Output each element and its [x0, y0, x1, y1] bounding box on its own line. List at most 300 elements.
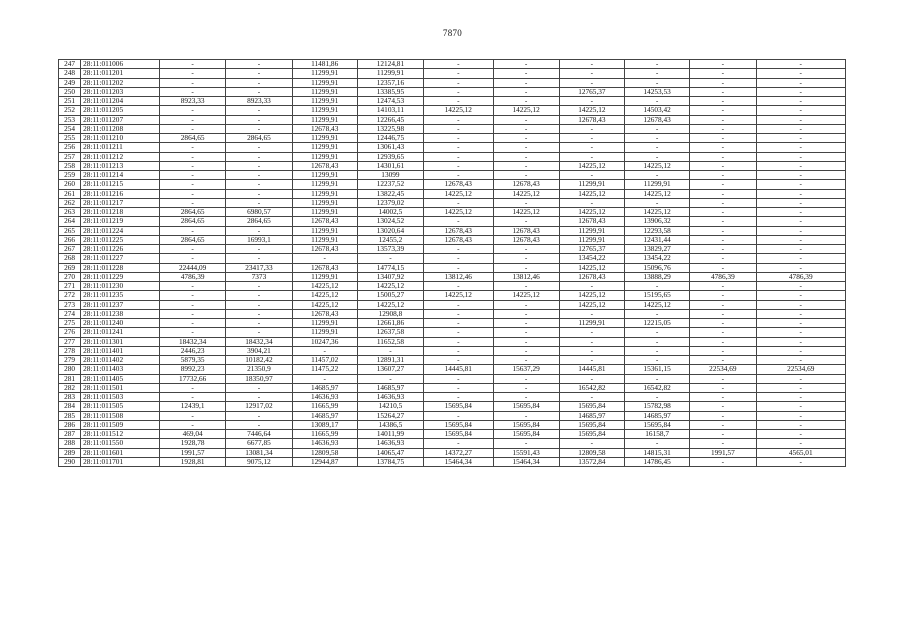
value-cell: 14225,12 [559, 189, 624, 198]
value-cell: 14011,99 [357, 430, 423, 439]
value-cell: 12908,8 [357, 309, 423, 318]
value-cell: - [226, 300, 292, 309]
row-number-cell: 264 [59, 217, 81, 226]
value-cell: 15695,84 [424, 420, 493, 429]
value-cell: - [756, 383, 846, 392]
value-cell: 11299,91 [559, 180, 624, 189]
cadastral-number-cell: 28:11:011241 [81, 328, 160, 337]
value-cell: - [756, 217, 846, 226]
value-cell: 12678,43 [625, 115, 690, 124]
value-cell: 8923,33 [160, 97, 226, 106]
value-cell: - [226, 106, 292, 115]
value-cell: 13454,22 [559, 254, 624, 263]
value-cell: 14636,93 [357, 393, 423, 402]
value-cell: - [690, 439, 756, 448]
row-number-cell: 278 [59, 346, 81, 355]
value-cell: 14225,12 [493, 208, 559, 217]
value-cell: - [756, 282, 846, 291]
value-cell: - [226, 78, 292, 87]
value-cell: - [424, 309, 493, 318]
row-number-cell: 269 [59, 263, 81, 272]
cadastral-number-cell: 28:11:011227 [81, 254, 160, 263]
row-number-cell: 288 [59, 439, 81, 448]
value-cell: 1991,57 [160, 448, 226, 457]
table-row [59, 217, 846, 226]
value-cell: 14372,27 [424, 448, 493, 457]
value-cell: - [690, 161, 756, 170]
value-cell: - [226, 291, 292, 300]
value-cell: 16542,82 [625, 383, 690, 392]
value-cell: - [559, 309, 624, 318]
value-cell: - [625, 124, 690, 133]
value-cell: 14225,12 [625, 161, 690, 170]
value-cell: - [160, 245, 226, 254]
row-number-cell: 272 [59, 291, 81, 300]
row-number-cell: 266 [59, 235, 81, 244]
value-cell: - [160, 180, 226, 189]
value-cell: - [690, 198, 756, 207]
value-cell: - [160, 143, 226, 152]
cadastral-number-cell: 28:11:011503 [81, 393, 160, 402]
value-cell: 15464,34 [424, 457, 493, 466]
value-cell: 14002,5 [357, 208, 423, 217]
value-cell: 15695,84 [424, 402, 493, 411]
value-cell: 12678,43 [292, 161, 357, 170]
value-cell: - [226, 319, 292, 328]
cadastral-number-cell: 28:11:011205 [81, 106, 160, 115]
value-cell: 13407,92 [357, 272, 423, 281]
row-number-cell: 271 [59, 282, 81, 291]
value-cell: - [756, 420, 846, 429]
value-cell: - [690, 291, 756, 300]
table-row [59, 319, 846, 328]
cadastral-number-cell: 28:11:011210 [81, 134, 160, 143]
value-cell: 8923,33 [226, 97, 292, 106]
value-cell: - [226, 60, 292, 69]
value-cell: - [756, 208, 846, 217]
value-cell: - [690, 356, 756, 365]
value-cell: - [559, 124, 624, 133]
value-cell: 14685,97 [292, 383, 357, 392]
value-cell: - [424, 411, 493, 420]
value-cell: - [690, 420, 756, 429]
value-cell: 12439,1 [160, 402, 226, 411]
value-cell: - [424, 124, 493, 133]
value-cell: - [493, 319, 559, 328]
value-cell: - [424, 134, 493, 143]
value-cell: 13829,27 [625, 245, 690, 254]
value-cell: - [756, 439, 846, 448]
value-cell: 11299,91 [292, 272, 357, 281]
value-cell: 13812,46 [424, 272, 493, 281]
value-cell: 14225,12 [424, 208, 493, 217]
value-cell: - [357, 254, 423, 263]
row-number-cell: 258 [59, 161, 81, 170]
value-cell: 13020,64 [357, 226, 423, 235]
value-cell: - [424, 171, 493, 180]
table-row [59, 420, 846, 429]
value-cell: 15695,84 [493, 420, 559, 429]
value-cell: - [756, 87, 846, 96]
value-cell: 11475,22 [292, 365, 357, 374]
table-row [59, 402, 846, 411]
table-row [59, 161, 846, 170]
value-cell: - [756, 226, 846, 235]
value-cell: - [690, 97, 756, 106]
value-cell: - [226, 245, 292, 254]
table-row [59, 263, 846, 272]
value-cell: 15591,43 [493, 448, 559, 457]
value-cell: 11299,91 [292, 87, 357, 96]
cadastral-number-cell: 28:11:011501 [81, 383, 160, 392]
value-cell: - [625, 171, 690, 180]
value-cell: - [690, 263, 756, 272]
value-cell: 15695,84 [424, 430, 493, 439]
value-cell: 12678,43 [292, 309, 357, 318]
value-cell: - [690, 300, 756, 309]
value-cell: - [226, 254, 292, 263]
value-cell: - [756, 180, 846, 189]
value-cell: 15695,84 [559, 402, 624, 411]
value-cell: 14301,61 [357, 161, 423, 170]
value-cell: 13089,17 [292, 420, 357, 429]
table-row [59, 134, 846, 143]
value-cell: 14225,12 [559, 263, 624, 272]
value-cell: - [424, 198, 493, 207]
value-cell: - [493, 171, 559, 180]
value-cell: 11299,91 [357, 69, 423, 78]
value-cell: - [756, 337, 846, 346]
table-row [59, 69, 846, 78]
cadastral-number-cell: 28:11:011208 [81, 124, 160, 133]
value-cell: - [424, 78, 493, 87]
value-cell: 16542,82 [559, 383, 624, 392]
value-cell: 12765,37 [559, 87, 624, 96]
value-cell: 11299,91 [292, 78, 357, 87]
value-cell: 1928,78 [160, 439, 226, 448]
value-cell: - [160, 60, 226, 69]
value-cell: 14225,12 [292, 300, 357, 309]
value-cell: 14503,42 [625, 106, 690, 115]
value-cell: - [690, 282, 756, 291]
value-cell: 15361,15 [625, 365, 690, 374]
value-cell: 2864,65 [160, 235, 226, 244]
value-cell: - [292, 346, 357, 355]
value-cell: - [160, 328, 226, 337]
table-row [59, 78, 846, 87]
table-row [59, 439, 846, 448]
value-cell: - [160, 189, 226, 198]
row-number-cell: 248 [59, 69, 81, 78]
value-cell: - [625, 337, 690, 346]
data-table [58, 59, 846, 467]
value-cell: 15695,84 [493, 402, 559, 411]
value-cell: - [559, 337, 624, 346]
value-cell: - [493, 143, 559, 152]
value-cell: - [493, 439, 559, 448]
value-cell: - [493, 282, 559, 291]
value-cell: - [160, 161, 226, 170]
value-cell: - [226, 383, 292, 392]
value-cell: - [559, 152, 624, 161]
table-row [59, 143, 846, 152]
row-number-cell: 276 [59, 328, 81, 337]
value-cell: - [424, 346, 493, 355]
value-cell: - [625, 198, 690, 207]
value-cell: - [493, 115, 559, 124]
value-cell: 11299,91 [292, 69, 357, 78]
value-cell: 10182,42 [226, 356, 292, 365]
value-cell: 13454,22 [625, 254, 690, 263]
value-cell: 15005,27 [357, 291, 423, 300]
value-cell: 11299,91 [292, 97, 357, 106]
value-cell: - [690, 383, 756, 392]
value-cell: - [690, 411, 756, 420]
value-cell: 11665,99 [292, 430, 357, 439]
value-cell: - [424, 97, 493, 106]
value-cell: - [424, 69, 493, 78]
value-cell: 13812,46 [493, 272, 559, 281]
cadastral-number-cell: 28:11:011203 [81, 87, 160, 96]
value-cell: - [424, 245, 493, 254]
row-number-cell: 257 [59, 152, 81, 161]
value-cell: - [690, 180, 756, 189]
value-cell: - [493, 254, 559, 263]
value-cell: - [493, 152, 559, 161]
cadastral-number-cell: 28:11:011216 [81, 189, 160, 198]
value-cell: - [226, 161, 292, 170]
value-cell: 15782,98 [625, 402, 690, 411]
value-cell: 11299,91 [292, 106, 357, 115]
value-cell: - [690, 328, 756, 337]
value-cell: - [559, 282, 624, 291]
value-cell: 11299,91 [559, 235, 624, 244]
cadastral-number-cell: 28:11:011212 [81, 152, 160, 161]
value-cell: - [625, 152, 690, 161]
cadastral-number-cell: 28:11:011512 [81, 430, 160, 439]
cadastral-number-cell: 28:11:011403 [81, 365, 160, 374]
value-cell: 22534,69 [756, 365, 846, 374]
value-cell: - [625, 374, 690, 383]
value-cell: - [493, 134, 559, 143]
row-number-cell: 270 [59, 272, 81, 281]
value-cell: 12678,43 [424, 235, 493, 244]
value-cell: 13572,84 [559, 457, 624, 466]
value-cell: - [625, 393, 690, 402]
value-cell: 11299,91 [292, 134, 357, 143]
value-cell: 14225,12 [559, 300, 624, 309]
value-cell: 12678,43 [292, 245, 357, 254]
row-number-cell: 255 [59, 134, 81, 143]
value-cell: 15096,76 [625, 263, 690, 272]
value-cell: - [756, 134, 846, 143]
value-cell: - [690, 87, 756, 96]
value-cell: 13573,39 [357, 245, 423, 254]
value-cell: - [756, 106, 846, 115]
value-cell: 12678,43 [292, 124, 357, 133]
value-cell: 14225,12 [424, 291, 493, 300]
value-cell: 12678,43 [424, 226, 493, 235]
value-cell: 13225,98 [357, 124, 423, 133]
value-cell: 12939,65 [357, 152, 423, 161]
value-cell: - [756, 198, 846, 207]
table-row [59, 365, 846, 374]
table-row [59, 124, 846, 133]
value-cell: 15695,84 [625, 420, 690, 429]
value-cell: 13906,32 [625, 217, 690, 226]
value-cell: 14103,11 [357, 106, 423, 115]
value-cell: - [424, 161, 493, 170]
value-cell: - [559, 60, 624, 69]
value-cell: 14815,31 [625, 448, 690, 457]
value-cell: - [424, 282, 493, 291]
value-cell: 12678,43 [559, 115, 624, 124]
table-row [59, 282, 846, 291]
value-cell: - [424, 60, 493, 69]
value-cell: - [756, 143, 846, 152]
row-number-cell: 263 [59, 208, 81, 217]
value-cell: - [292, 254, 357, 263]
value-cell: 12474,53 [357, 97, 423, 106]
value-cell: 4786,39 [690, 272, 756, 281]
value-cell: 12917,02 [226, 402, 292, 411]
cadastral-number-cell: 28:11:011218 [81, 208, 160, 217]
value-cell: 11299,91 [292, 143, 357, 152]
value-cell: - [226, 87, 292, 96]
table-row [59, 189, 846, 198]
row-number-cell: 275 [59, 319, 81, 328]
cadastral-number-cell: 28:11:011235 [81, 291, 160, 300]
value-cell: - [559, 143, 624, 152]
value-cell: 12455,2 [357, 235, 423, 244]
value-cell: - [559, 97, 624, 106]
value-cell: 14386,5 [357, 420, 423, 429]
value-cell: 3904,21 [226, 346, 292, 355]
value-cell: - [160, 78, 226, 87]
value-cell: 6980,57 [226, 208, 292, 217]
value-cell: - [493, 383, 559, 392]
value-cell: 12266,45 [357, 115, 423, 124]
table-row [59, 393, 846, 402]
value-cell: - [160, 254, 226, 263]
value-cell: 12237,52 [357, 180, 423, 189]
value-cell: - [625, 69, 690, 78]
value-cell: 11299,91 [292, 171, 357, 180]
value-cell: - [559, 134, 624, 143]
value-cell: 13385,95 [357, 87, 423, 96]
row-number-cell: 252 [59, 106, 81, 115]
table-row [59, 152, 846, 161]
value-cell: - [493, 337, 559, 346]
value-cell: 14774,15 [357, 263, 423, 272]
row-number-cell: 250 [59, 87, 81, 96]
value-cell: - [292, 374, 357, 383]
value-cell: - [424, 383, 493, 392]
value-cell: 12678,43 [559, 272, 624, 281]
value-cell: - [160, 198, 226, 207]
cadastral-number-cell: 28:11:011509 [81, 420, 160, 429]
row-number-cell: 259 [59, 171, 81, 180]
table-row [59, 337, 846, 346]
value-cell: - [625, 78, 690, 87]
value-cell: - [756, 189, 846, 198]
value-cell: - [226, 171, 292, 180]
row-number-cell: 256 [59, 143, 81, 152]
cadastral-number-cell: 28:11:011225 [81, 235, 160, 244]
cadastral-number-cell: 28:11:011405 [81, 374, 160, 383]
value-cell: - [690, 60, 756, 69]
value-cell: - [493, 60, 559, 69]
value-cell: 12678,43 [424, 180, 493, 189]
value-cell: - [756, 69, 846, 78]
value-cell: - [493, 393, 559, 402]
value-cell: 14253,53 [625, 87, 690, 96]
value-cell: 11299,91 [292, 189, 357, 198]
value-cell: 2864,65 [226, 134, 292, 143]
value-cell: 22534,69 [690, 365, 756, 374]
value-cell: 18350,97 [226, 374, 292, 383]
value-cell: - [756, 402, 846, 411]
value-cell: 14225,12 [424, 106, 493, 115]
row-number-cell: 262 [59, 198, 81, 207]
value-cell: 9075,12 [226, 457, 292, 466]
value-cell: - [756, 374, 846, 383]
value-cell: - [690, 235, 756, 244]
value-cell: - [226, 180, 292, 189]
cadastral-number-cell: 28:11:011701 [81, 457, 160, 466]
value-cell: 12293,58 [625, 226, 690, 235]
value-cell: 14636,93 [292, 439, 357, 448]
value-cell: 12637,58 [357, 328, 423, 337]
value-cell: - [160, 300, 226, 309]
value-cell: 11299,91 [292, 226, 357, 235]
value-cell: 6677,85 [226, 439, 292, 448]
value-cell: 14636,93 [292, 393, 357, 402]
cadastral-number-cell: 28:11:011006 [81, 60, 160, 69]
value-cell: 12809,58 [292, 448, 357, 457]
value-cell: - [690, 457, 756, 466]
value-cell: - [690, 115, 756, 124]
value-cell: 12357,16 [357, 78, 423, 87]
cadastral-number-cell: 28:11:011550 [81, 439, 160, 448]
value-cell: 12678,43 [559, 217, 624, 226]
value-cell: - [424, 393, 493, 402]
value-cell: - [690, 208, 756, 217]
cadastral-number-cell: 28:11:011240 [81, 319, 160, 328]
value-cell: 469,04 [160, 430, 226, 439]
value-cell: - [160, 383, 226, 392]
value-cell: 14225,12 [493, 189, 559, 198]
value-cell: - [226, 115, 292, 124]
table-row [59, 106, 846, 115]
value-cell: 13061,43 [357, 143, 423, 152]
value-cell: 12215,05 [625, 319, 690, 328]
value-cell: - [493, 245, 559, 254]
value-cell: - [690, 78, 756, 87]
value-cell: - [226, 143, 292, 152]
value-cell: 14225,12 [493, 106, 559, 115]
value-cell: - [493, 300, 559, 309]
value-cell: - [424, 337, 493, 346]
value-cell: - [690, 217, 756, 226]
cadastral-number-cell: 28:11:011228 [81, 263, 160, 272]
value-cell: - [625, 346, 690, 355]
value-cell: 11481,86 [292, 60, 357, 69]
value-cell: 18432,34 [226, 337, 292, 346]
value-cell: 4786,39 [756, 272, 846, 281]
table-row [59, 115, 846, 124]
value-cell: 2446,23 [160, 346, 226, 355]
